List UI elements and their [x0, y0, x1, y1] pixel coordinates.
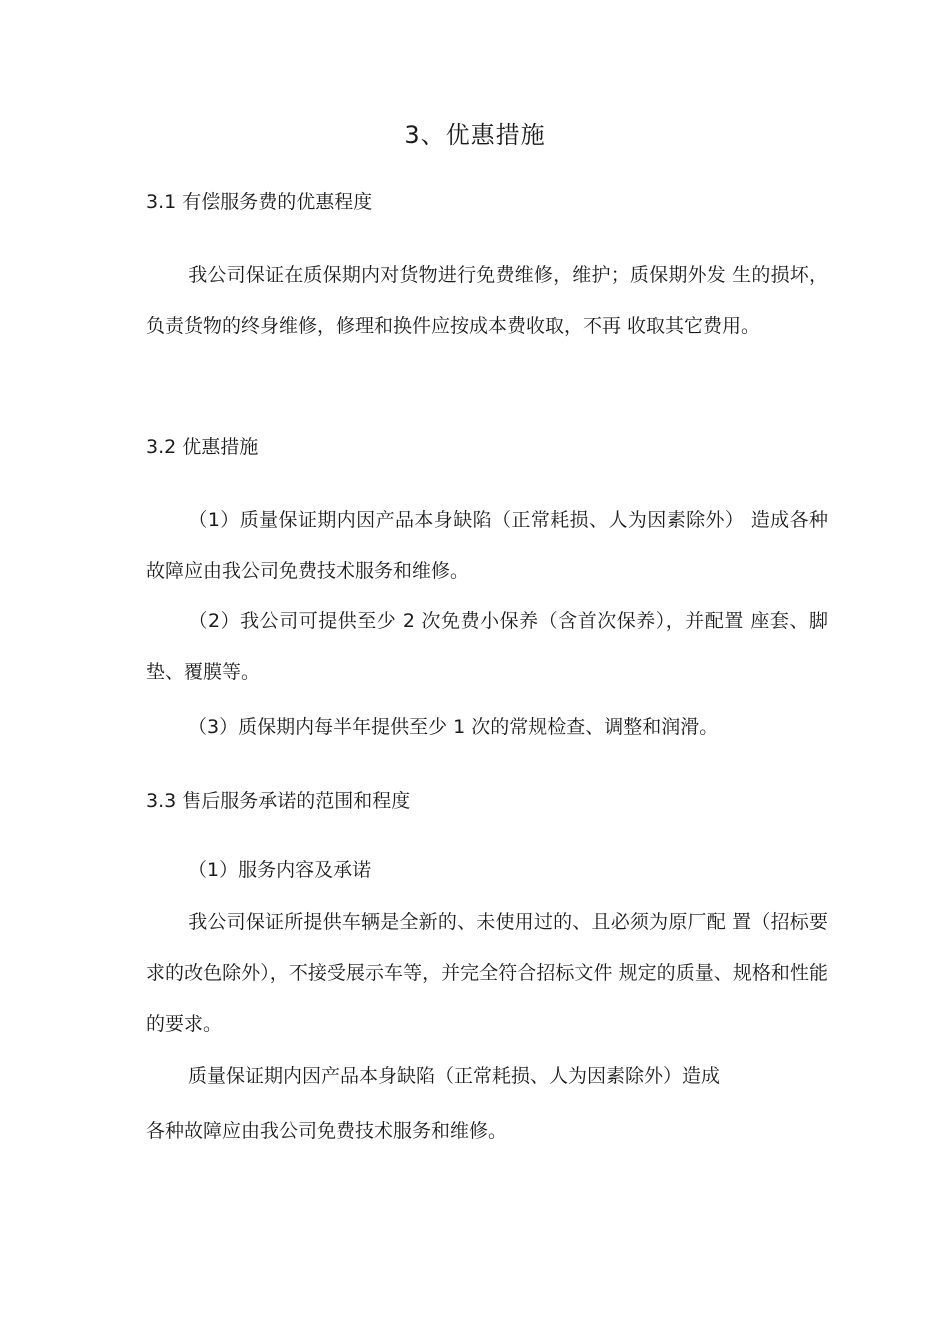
- paragraph-text: （1）服务内容及承诺: [188, 859, 372, 881]
- paragraph-3-2-1: [146, 495, 828, 597]
- paragraph-text: （2）我公司可提供至少 2 次免费小保养（含首次保养），并配置 座套、脚垫、覆膜等。: [146, 610, 828, 683]
- paragraph-text: 我公司保证在质保期内对货物进行免费维修，维护；质保期外发 生的损坏，负责货物的终身维修，修理和换件应按成本费收取，不再 收取其它费用。: [146, 264, 828, 337]
- paragraph-3-2-2: [146, 596, 828, 698]
- paragraph-3-1-1: [146, 250, 828, 352]
- paragraph-3-3-1: [146, 845, 828, 896]
- paragraph-text: （3）质保期内每半年提供至少 1 次的常规检查、调整和润滑。: [188, 716, 719, 738]
- paragraph-3-3-3-line-1: 质量保证期内因产品本身缺陷（正常耗损、人为因素除外）造成: [188, 1065, 721, 1087]
- paragraph-3-3-2: [146, 897, 828, 1050]
- paragraph-text: 我公司保证所提供车辆是全新的、未使用过的、且必须为原厂配 置（招标要求的改色除外），不接受展示车等，并完全符合招标文件 规定的质量、规格和性能的要求。: [146, 911, 828, 1035]
- page-title: 3、优惠措施: [404, 121, 546, 149]
- paragraph-3-2-3: [146, 702, 828, 753]
- paragraph-text: （1）质量保证期内因产品本身缺陷（正常耗损、人为因素除外） 造成各种故障应由我公司免费技术服务和维修。: [146, 509, 828, 582]
- section-heading-3-3: 3.3 售后服务承诺的范围和程度: [146, 790, 411, 812]
- section-heading-3-2: 3.2 优惠措施: [146, 436, 259, 458]
- paragraph-3-3-3-line-2: 各种故障应由我公司免费技术服务和维修。: [146, 1120, 508, 1142]
- section-heading-3-1: 3.1 有偿服务费的优惠程度: [146, 191, 373, 213]
